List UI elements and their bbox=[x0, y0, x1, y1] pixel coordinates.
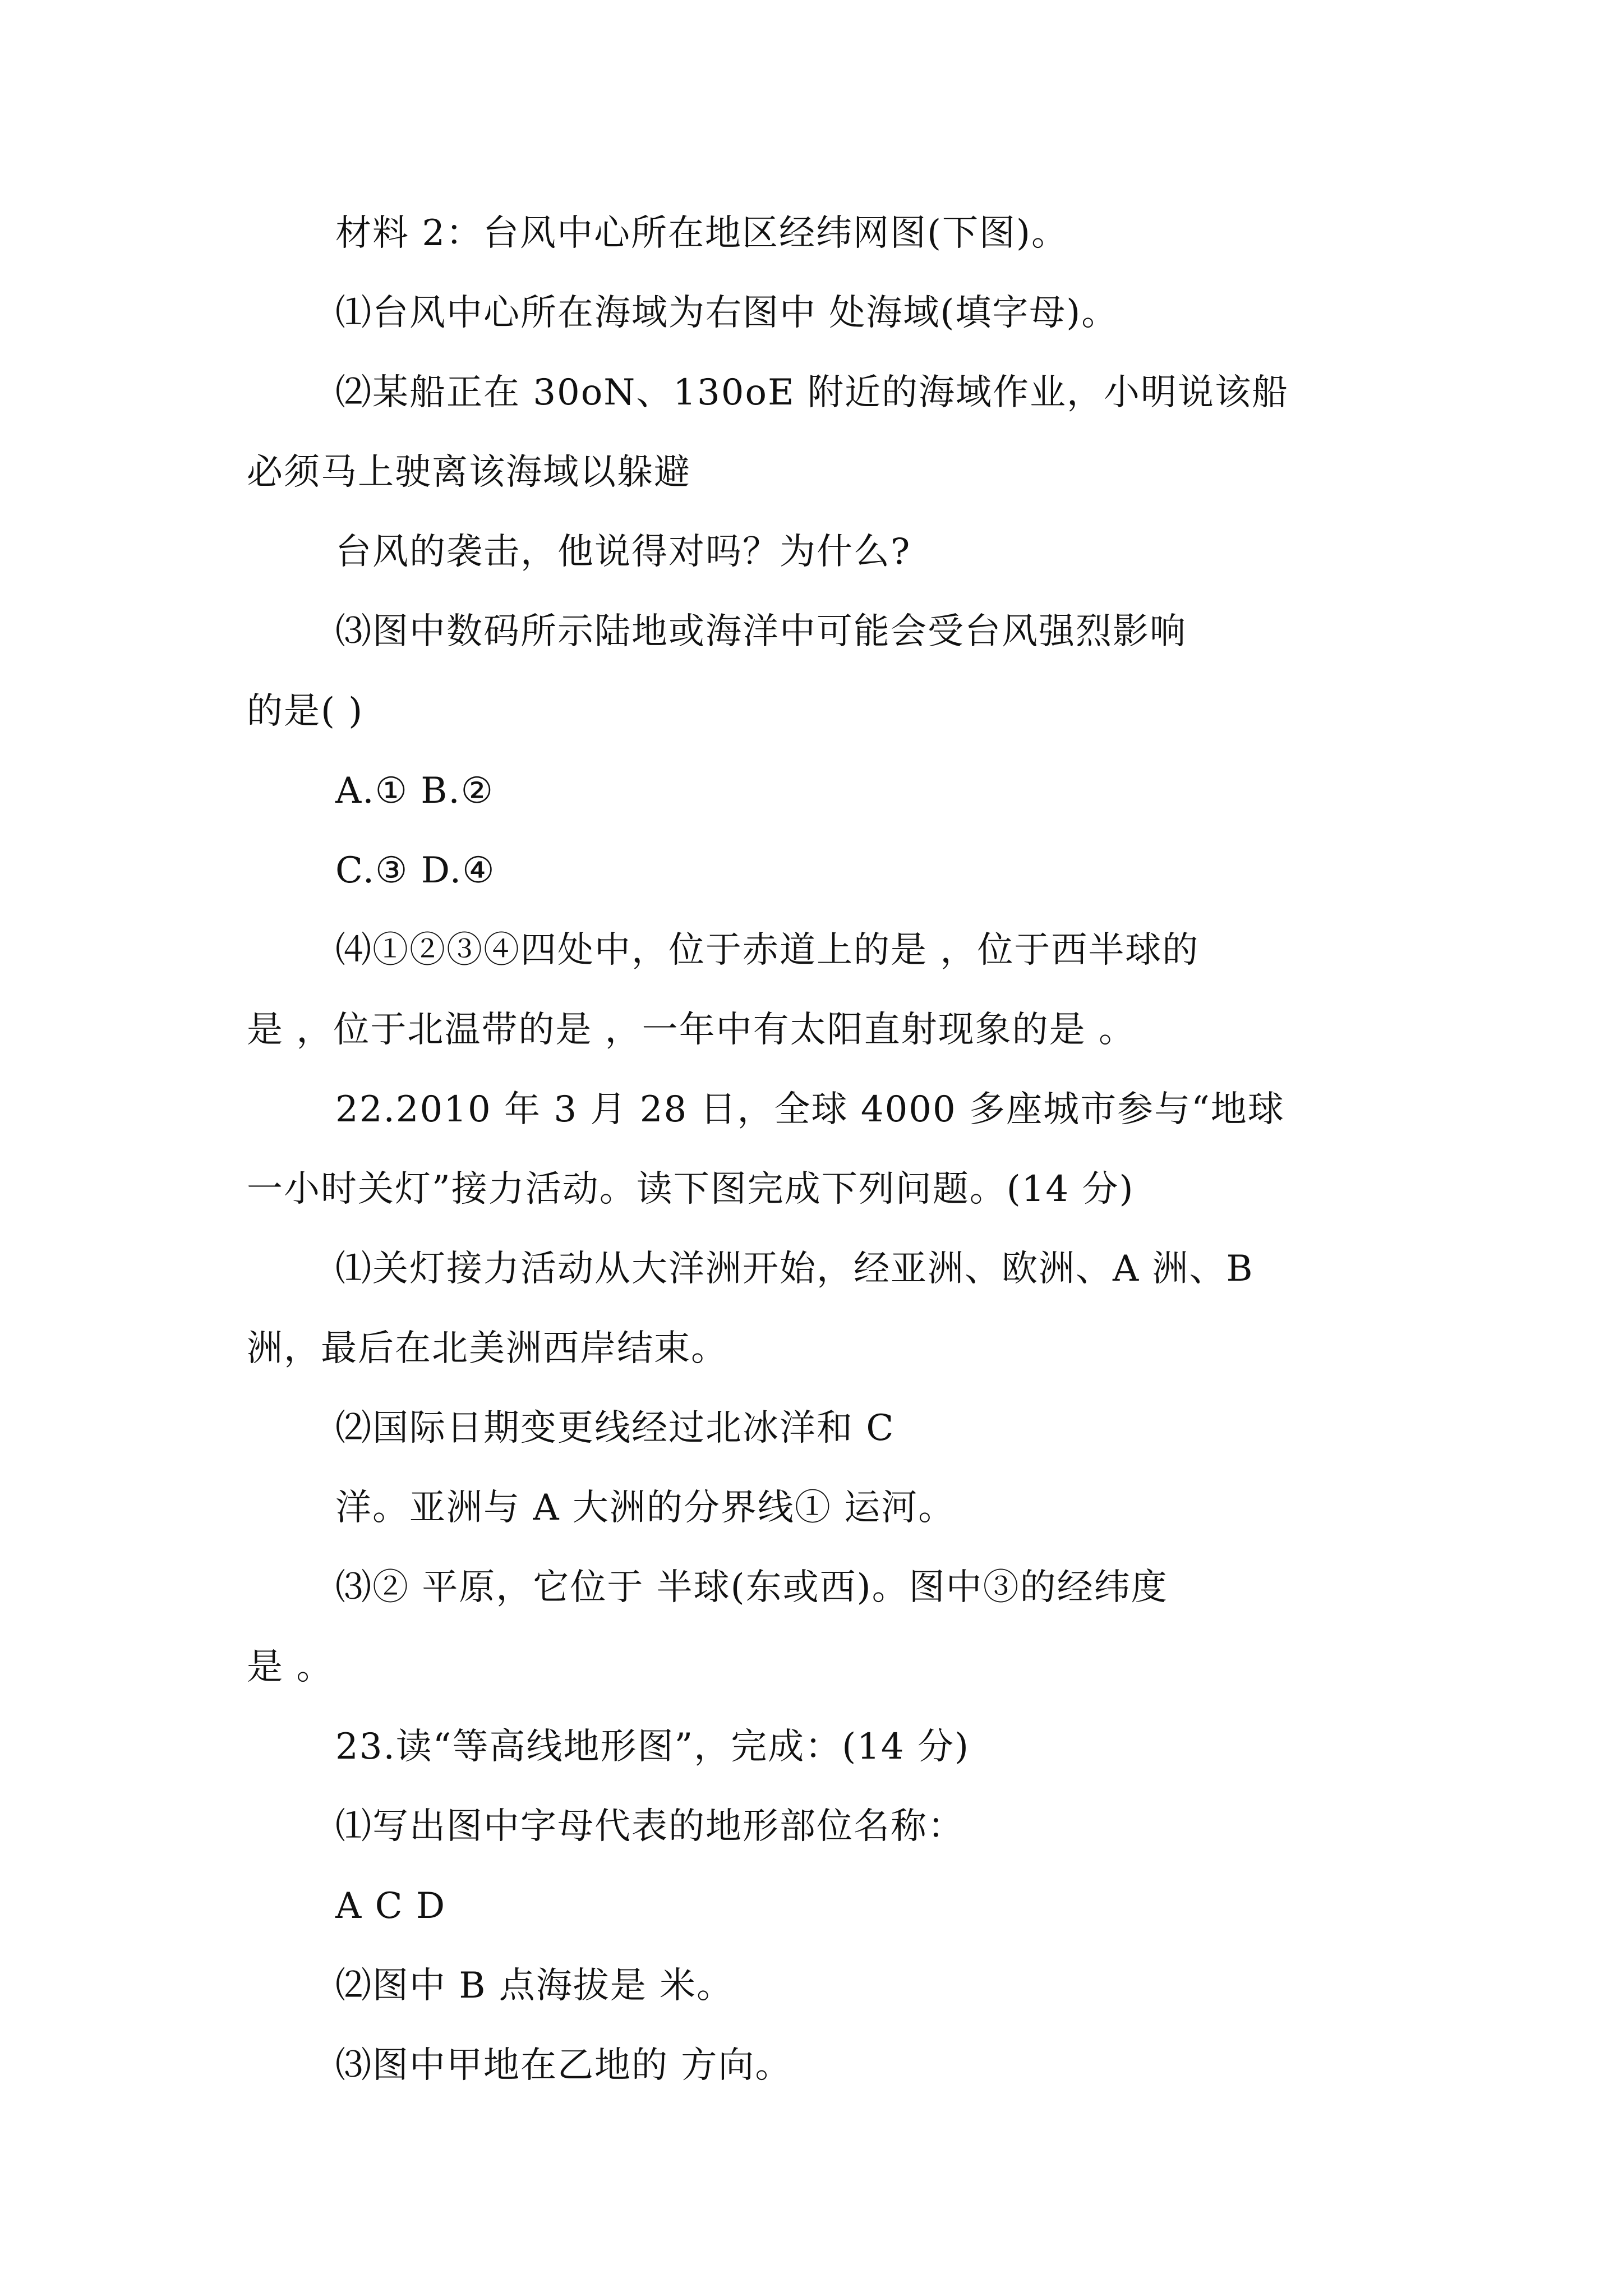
text-line-13: 一小时关灯”接力活动。读下图完成下列问题。(14 分) bbox=[247, 1168, 1135, 1210]
text-line-8: A.① B.② bbox=[335, 770, 495, 812]
text-line-3: ⑵某船正在 30oN、130oE 附近的海域作业，小明说该船 bbox=[335, 372, 1289, 413]
text-line-1: 材料 2：台风中心所在地区经纬网图(下图)。 bbox=[335, 213, 1068, 254]
text-line-17: 洋。亚洲与 A 大洲的分界线① 运河。 bbox=[335, 1487, 956, 1529]
text-line-24: ⑶图中甲地在乙地的 方向。 bbox=[335, 2045, 792, 2086]
text-line-15: 洲，最后在北美洲西岸结束。 bbox=[247, 1328, 728, 1369]
text-line-4: 必须马上驶离该海域以躲避 bbox=[247, 452, 691, 493]
text-line-19: 是 。 bbox=[247, 1646, 334, 1688]
text-line-9: C.③ D.④ bbox=[335, 850, 496, 891]
text-line-12: 22.2010 年 3 月 28 日，全球 4000 多座城市参与“地球 bbox=[335, 1089, 1285, 1130]
text-line-14: ⑴关灯接力活动从大洋洲开始，经亚洲、欧洲、A 洲、B bbox=[335, 1248, 1254, 1290]
text-line-5: 台风的袭击，他说得对吗？为什么? bbox=[335, 531, 911, 573]
text-line-23: ⑵图中 B 点海拔是 米。 bbox=[335, 1965, 734, 2007]
text-line-22: A C D bbox=[335, 1885, 446, 1927]
text-line-16: ⑵国际日期变更线经过北冰洋和 C bbox=[335, 1407, 895, 1449]
text-line-18: ⑶② 平原，它位于 半球(东或西)。图中③的经纬度 bbox=[335, 1567, 1168, 1608]
text-line-21: ⑴写出图中字母代表的地形部位名称： bbox=[335, 1806, 965, 1847]
text-line-20: 23.读“等高线地形图”，完成：(14 分) bbox=[335, 1726, 970, 1768]
text-line-11: 是 ，位于北温带的是 ，一年中有太阳直射现象的是 。 bbox=[247, 1009, 1136, 1051]
text-line-2: ⑴台风中心所在海域为右图中 处海域(填字母)。 bbox=[335, 292, 1119, 334]
text-line-6: ⑶图中数码所示陆地或海洋中可能会受台风强烈影响 bbox=[335, 611, 1187, 652]
text-line-10: ⑷①②③④四处中，位于赤道上的是 ，位于西半球的 bbox=[335, 930, 1200, 971]
text-line-7: 的是( ) bbox=[247, 691, 364, 732]
